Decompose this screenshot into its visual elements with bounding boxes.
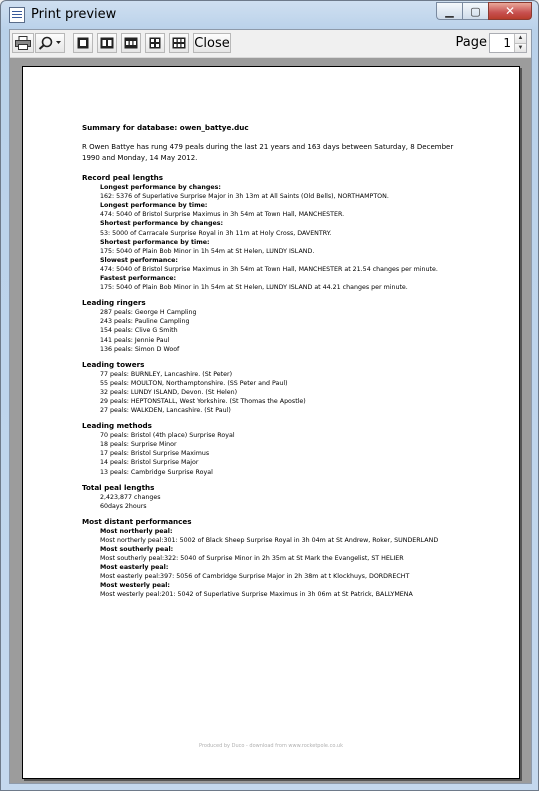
six-pages-button[interactable] (169, 33, 189, 53)
record-section (82, 173, 462, 292)
four-pages-icon (149, 37, 161, 49)
preview-page (22, 66, 520, 779)
totals-section (82, 483, 462, 511)
page-up-button[interactable] (514, 34, 526, 43)
page-label: Page (455, 35, 487, 50)
maximize-button[interactable] (462, 2, 488, 20)
four-pages-button[interactable] (145, 33, 165, 53)
list-item: 141 peals: Jennie Paul (100, 336, 170, 344)
three-pages-button[interactable] (121, 33, 141, 53)
distant-value: Most westerly peal:201: 5042 of Superlative Surprise Maximus in 3h 06m at St Patrick, BALLYMENA (100, 591, 413, 599)
report-content (82, 123, 462, 606)
six-pages-icon (172, 37, 186, 49)
distant-label: Most northerly peal: (100, 527, 173, 535)
zoom-icon (38, 36, 62, 50)
list-item: 32 peals: LUNDY ISLAND, Devon. (St Helen) (100, 388, 238, 396)
distant-label: Most westerly peal: (100, 582, 170, 590)
list-item: 18 peals: Surprise Minor (100, 441, 177, 449)
one-page-icon (77, 37, 89, 49)
list-item: 60days 2hours (100, 502, 147, 510)
distant-section (82, 517, 462, 600)
towers-section (82, 360, 462, 415)
totals-heading: Total peal lengths (82, 482, 155, 492)
methods-heading: Leading methods (82, 421, 152, 431)
list-item: 13 peals: Cambridge Surprise Royal (100, 468, 213, 476)
minimize-icon: ▁ (445, 4, 454, 18)
list-item: 154 peals: Clive G Smith (100, 327, 178, 335)
print-preview-app-icon (9, 7, 25, 23)
list-item: 136 peals: Simon D Woof (100, 345, 180, 353)
distant-value: Most southerly peal:322: 5040 of Surprise Minor in 2h 35m at St Mark the Evangelist, ST HELIER (100, 555, 404, 563)
list-item: 70 peals: Bristol (4th place) Surprise Royal (100, 432, 235, 440)
print-button[interactable] (12, 33, 34, 53)
title-bar (1, 1, 538, 29)
chevron-down-icon (56, 41, 61, 44)
spin-up-icon: ▲ (517, 35, 524, 41)
report-title: Summary for database: owen_battye.duc (82, 123, 249, 132)
record-label: Fastest performance: (100, 275, 177, 283)
ringers-heading: Leading ringers (82, 298, 146, 308)
record-label: Shortest performance by changes: (100, 220, 224, 228)
record-heading: Record peal lengths (82, 173, 164, 183)
record-label: Slowest performance: (100, 256, 178, 264)
towers-heading: Leading towers (82, 359, 145, 369)
list-item: 77 peals: BURNLEY, Lancashire. (St Peter) (100, 370, 233, 378)
minimize-button[interactable] (436, 2, 462, 20)
record-value: 175: 5040 of Plain Bob Minor in 1h 54m at St Helen, LUNDY ISLAND. (100, 247, 315, 255)
window-title: Print preview (31, 7, 117, 22)
distant-heading: Most distant performances (82, 516, 192, 526)
record-label: Longest performance by time: (100, 202, 208, 210)
list-item: 14 peals: Bristol Surprise Major (100, 459, 199, 467)
ringers-section (82, 298, 462, 353)
record-label: Longest performance by changes: (100, 184, 221, 192)
distant-value: Most northerly peal:301: 5002 of Black Sheep Surprise Royal in 3h 04m at St Andrew, Roker, SUNDERLAND (100, 536, 439, 544)
distant-label: Most easterly peal: (100, 564, 169, 572)
spin-down-icon: ▼ (517, 45, 524, 51)
distant-label: Most southerly peal: (100, 546, 174, 553)
two-pages-button[interactable] (97, 33, 117, 53)
caption-buttons (436, 2, 532, 20)
one-page-button[interactable] (73, 33, 93, 53)
distant-value: Most easterly peal:397: 5056 of Cambridge Surprise Major in 2h 38m at t Klockhuys, DORDRECHT (100, 573, 410, 581)
list-item: 55 peals: MOULTON, Northamptonshire. (SS Peter and Paul) (100, 379, 288, 387)
window-close-button[interactable] (488, 2, 532, 20)
zoom-button[interactable] (35, 33, 65, 53)
close-button[interactable]: Close (193, 33, 231, 53)
three-pages-icon (124, 37, 138, 49)
toolbar (10, 30, 531, 58)
record-value: 474: 5040 of Bristol Surprise Maximus in 3h 54m at Town Hall, MANCHESTER. (100, 211, 345, 219)
record-value: 474: 5040 of Bristol Surprise Maximus in 3h 54m at Town Hall, MANCHESTER at 21.54 changes per minute. (100, 265, 438, 273)
page-down-button[interactable] (514, 43, 526, 52)
two-pages-icon (100, 37, 114, 49)
methods-section (82, 421, 462, 476)
record-value: 162: 5376 of Superlative Surprise Major in 3h 13m at All Saints (Old Bells), NORTHAMPTON. (100, 193, 389, 201)
maximize-icon: ▢ (470, 4, 481, 18)
list-item: 27 peals: WALKDEN, Lancashire. (St Paul) (100, 407, 231, 415)
page-number-input[interactable] (490, 34, 514, 52)
record-label: Shortest performance by time: (100, 238, 210, 246)
list-item: 17 peals: Bristol Surprise Maximus (100, 450, 210, 458)
list-item: 287 peals: George H Campling (100, 309, 197, 317)
record-value: 53: 5000 of Carracale Surprise Royal in 3h 11m at Holy Cross, DAVENTRY. (100, 229, 332, 237)
page-footer: Produced by Duco - download from www.rocketpole.co.uk (199, 743, 343, 749)
preview-area[interactable] (10, 58, 531, 783)
record-value: 175: 5040 of Plain Bob Minor in 1h 54m at St Helen, LUNDY ISLAND at 44.21 changes per minute. (100, 284, 408, 292)
client-area (9, 29, 532, 784)
list-item: 29 peals: HEPTONSTALL, West Yorkshire. (St Thomas the Apostle) (100, 397, 306, 405)
list-item: 243 peals: Pauline Campling (100, 318, 190, 326)
list-item: 2,423,877 changes (100, 493, 161, 501)
page-spinner[interactable] (489, 33, 527, 53)
close-icon: ✕ (504, 4, 516, 18)
printer-icon (15, 36, 31, 50)
report-intro: R Owen Battye has rung 479 peals during the last 21 years and 163 days between Saturday, 8 December 1990 and Monday, 14 May 2012. (82, 143, 454, 163)
